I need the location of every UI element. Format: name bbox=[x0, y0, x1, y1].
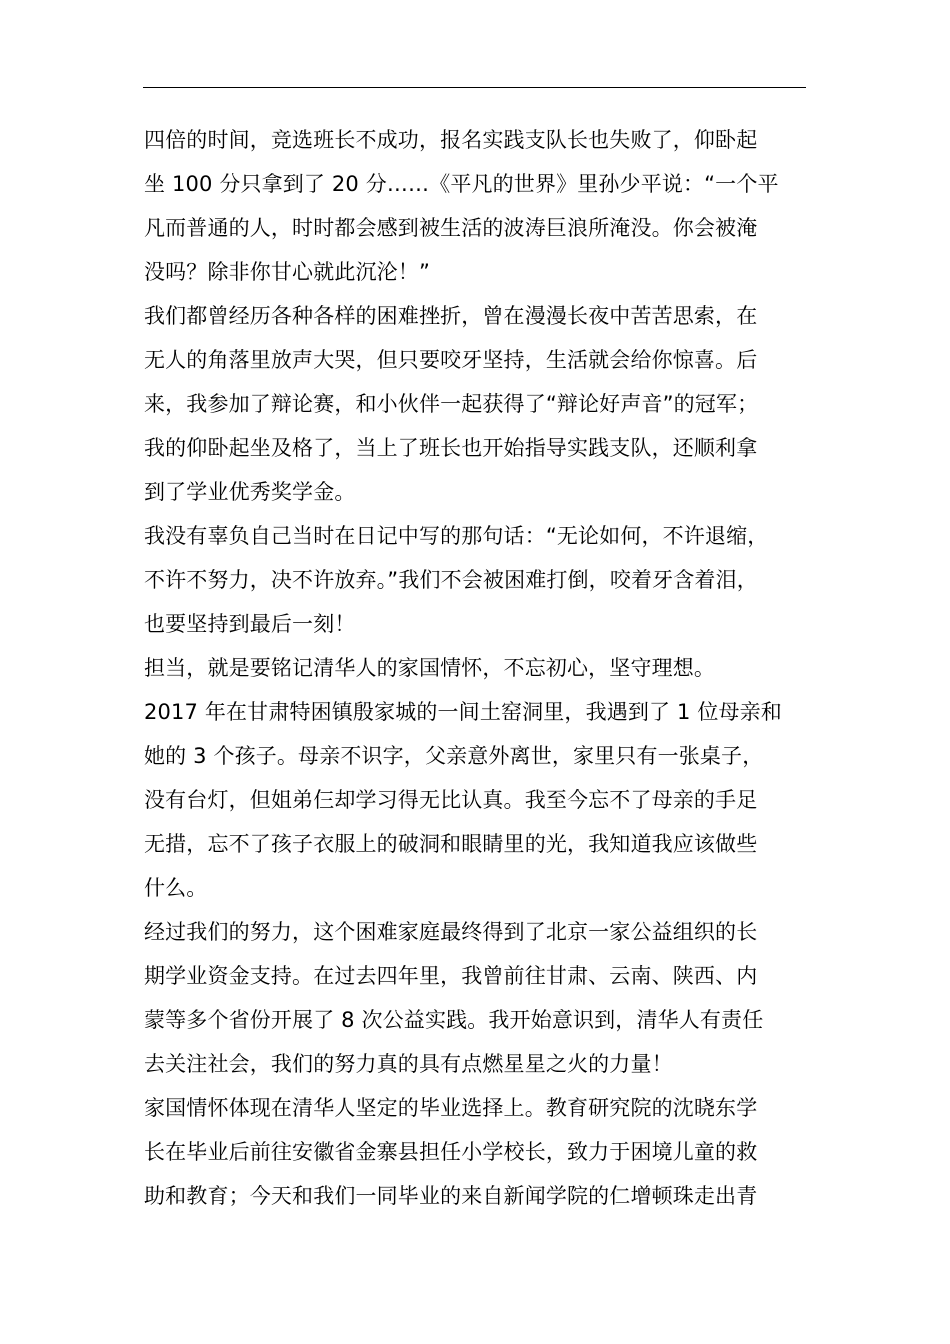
text-line: 也要坚持到最后一刻！ bbox=[144, 612, 356, 636]
text-line: 坐 100 分只拿到了 20 分……《平凡的世界》里孙少平说：“一个平 bbox=[144, 172, 779, 196]
text-line: 无人的角落里放声大哭，但只要咬牙坚持，生活就会给你惊喜。后 bbox=[144, 348, 758, 372]
text-line: 期学业资金支持。在过去四年里，我曾前往甘肃、云南、陕西、内 bbox=[144, 964, 758, 988]
text-line: 长在毕业后前往安徽省金寨县担任小学校长，致力于困境儿童的救 bbox=[144, 1140, 758, 1164]
text-line: 凡而普通的人，时时都会感到被生活的波涛巨浪所淹没。你会被淹 bbox=[144, 216, 758, 240]
text-line: 助和教育；今天和我们一同毕业的来自新闻学院的仁增顿珠走出青 bbox=[144, 1184, 758, 1208]
text-line: 家国情怀体现在清华人坚定的毕业选择上。教育研究院的沈晓东学 bbox=[144, 1096, 758, 1120]
text-line: 我的仰卧起坐及格了，当上了班长也开始指导实践支队，还顺利拿 bbox=[144, 436, 758, 460]
text-line: 她的 3 个孩子。母亲不识字，父亲意外离世，家里只有一张桌子， bbox=[144, 744, 764, 768]
text-line: 什么。 bbox=[144, 876, 208, 900]
body-text bbox=[144, 118, 824, 1218]
text-line: 蒙等多个省份开展了 8 次公益实践。我开始意识到，清华人有责任 bbox=[144, 1008, 764, 1032]
text-line: 经过我们的努力，这个困难家庭最终得到了北京一家公益组织的长 bbox=[144, 920, 758, 944]
text-line: 无措，忘不了孩子衣服上的破洞和眼睛里的光，我知道我应该做些 bbox=[144, 832, 758, 856]
text-line: 担当，就是要铭记清华人的家国情怀，不忘初心，坚守理想。 bbox=[144, 656, 716, 680]
text-line: 去关注社会，我们的努力真的具有点燃星星之火的力量！ bbox=[144, 1052, 673, 1076]
text-line: 我们都曾经历各种各样的困难挫折，曾在漫漫长夜中苦苦思索，在 bbox=[144, 304, 758, 328]
text-line: 四倍的时间，竞选班长不成功，报名实践支队长也失败了，仰卧起 bbox=[144, 128, 758, 152]
header-rule bbox=[143, 87, 806, 88]
text-line: 没吗？除非你甘心就此沉沦！” bbox=[144, 260, 430, 284]
text-line: 2017 年在甘肃特困镇殷家城的一间土窑洞里，我遇到了 1 位母亲和 bbox=[144, 700, 782, 724]
text-line: 不许不努力，决不许放弃。”我们不会被困难打倒，咬着牙含着泪， bbox=[144, 568, 758, 592]
text-line: 到了学业优秀奖学金。 bbox=[144, 480, 356, 504]
text-line: 我没有辜负自己当时在日记中写的那句话：“无论如何，不许退缩， bbox=[144, 524, 769, 548]
text-line: 没有台灯，但姐弟仨却学习得无比认真。我至今忘不了母亲的手足 bbox=[144, 788, 758, 812]
text-line: 来，我参加了辩论赛，和小伙伴一起获得了“辩论好声音”的冠军； bbox=[144, 392, 759, 416]
